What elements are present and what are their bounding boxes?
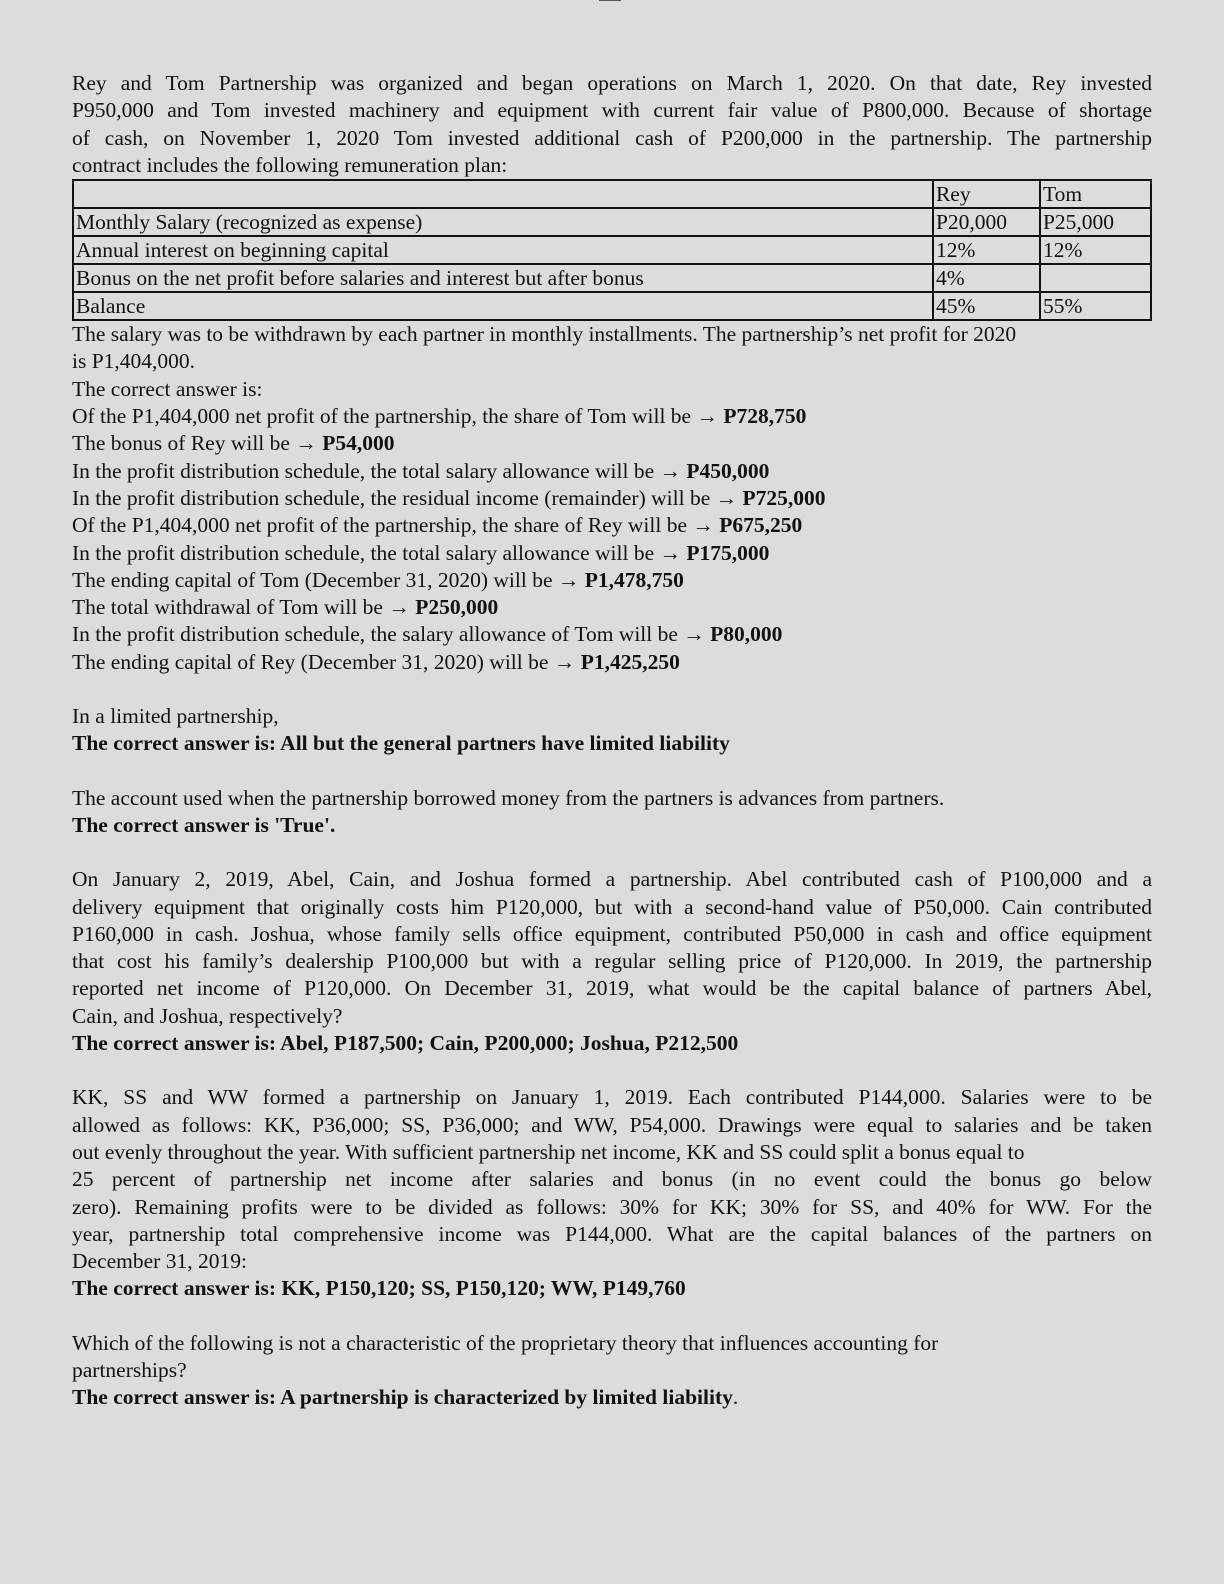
answer-line bbox=[72, 430, 1152, 457]
answer-line bbox=[72, 458, 1152, 485]
table-cell: 4% bbox=[933, 264, 1040, 292]
question-line: reported net income of P120,000. On December 31, 2019, what would be the capital balance of partners Abel, bbox=[72, 976, 1152, 1001]
problem-4 bbox=[72, 866, 1152, 1057]
table-row bbox=[73, 292, 1151, 320]
spacer bbox=[72, 1303, 1152, 1330]
question-line: out evenly throughout the year. With sufficient partnership net income, KK and SS could split a bonus equal to bbox=[72, 1139, 1025, 1164]
answer-line bbox=[72, 649, 1152, 676]
problem-1 bbox=[72, 70, 1152, 676]
document-page bbox=[72, 70, 1152, 1412]
table-cell: Monthly Salary (recognized as expense) bbox=[73, 208, 933, 236]
correct-answer: The correct answer is: Abel, P187,500; Cain, P200,000; Joshua, P212,500 bbox=[72, 1031, 739, 1056]
question-line: delivery equipment that originally costs him P120,000, but with a second-hand value of P50,000. Cain contributed bbox=[72, 894, 1152, 919]
after-line: is P1,404,000. bbox=[72, 349, 196, 374]
correct-answer: The correct answer is: All but the general partners have limited liability bbox=[72, 731, 730, 756]
after-line: The salary was to be withdrawn by each partner in monthly installments. The partnership’s net profit for 2020 bbox=[72, 322, 1017, 347]
correct-answer: The correct answer is: KK, P150,120; SS, P150,120; WW, P149,760 bbox=[72, 1276, 686, 1301]
table-row bbox=[73, 264, 1151, 292]
table-cell: 12% bbox=[933, 236, 1040, 264]
answer-text: The ending capital of Rey (December 31, 2020) will be → bbox=[72, 649, 581, 674]
remuneration-table bbox=[72, 179, 1152, 321]
question-line: On January 2, 2019, Abel, Cain, and Joshua formed a partnership. Abel contributed cash of P100,000 and a bbox=[72, 867, 1152, 892]
answer-text: Of the P1,404,000 net profit of the partnership, the share of Rey will be → bbox=[72, 513, 720, 538]
answer-text: The ending capital of Tom (December 31, 2020) will be → bbox=[72, 567, 585, 592]
table-cell: 55% bbox=[1040, 292, 1151, 320]
question-line: that cost his family’s dealership P100,000 but with a regular selling price of P120,000. In 2019, the partnership bbox=[72, 949, 1152, 974]
answer-text: In the profit distribution schedule, the total salary allowance will be → bbox=[72, 458, 687, 483]
answer-list bbox=[72, 403, 1152, 676]
answer-text: The bonus of Rey will be → bbox=[72, 431, 323, 456]
question-line: allowed as follows: KK, P36,000; SS, P36,000; and WW, P54,000. Drawings were equal to salaries and be taken bbox=[72, 1112, 1152, 1137]
answer-value: P450,000 bbox=[686, 458, 770, 483]
table-cell bbox=[1040, 264, 1151, 292]
answer-text: In the profit distribution schedule, the residual income (remainder) will be → bbox=[72, 485, 743, 510]
question-text: In a limited partnership, bbox=[72, 704, 279, 729]
question-line: KK, SS and WW formed a partnership on January 1, 2019. Each contributed P144,000. Salaries were to be bbox=[72, 1085, 1152, 1110]
question-line: 25 percent of partnership net income after salaries and bonus (in no event could the bonus go below bbox=[72, 1167, 1152, 1192]
answer-line bbox=[72, 403, 1152, 430]
table-header-rey: Rey bbox=[933, 180, 1040, 208]
answer-text: In the profit distribution schedule, the salary allowance of Tom will be → bbox=[72, 622, 711, 647]
top-mark bbox=[599, 0, 621, 1]
answer-value: P54,000 bbox=[322, 431, 395, 456]
answer-text: In the profit distribution schedule, the total salary allowance will be → bbox=[72, 540, 687, 565]
answer-value: P1,425,250 bbox=[580, 649, 680, 674]
intro-line: contract includes the following remuneration plan: bbox=[72, 152, 508, 177]
correct-label: The correct answer is: bbox=[72, 376, 263, 401]
answer-value: P250,000 bbox=[415, 595, 499, 620]
intro-line: of cash, on November 1, 2020 Tom invested additional cash of P200,000 in the partnership. The partnership bbox=[72, 125, 1152, 150]
question-line: zero). Remaining profits were to be divided as follows: 30% for KK; 30% for SS, and 40% for WW. For the bbox=[72, 1194, 1152, 1219]
table-cell: P25,000 bbox=[1040, 208, 1151, 236]
table-cell: Balance bbox=[73, 292, 933, 320]
answer-value: P725,000 bbox=[742, 485, 826, 510]
table-cell bbox=[73, 180, 933, 208]
answer-line bbox=[72, 567, 1152, 594]
question-line: P160,000 in cash. Joshua, whose family sells office equipment, contributed P50,000 in cash and office equipment bbox=[72, 921, 1152, 946]
answer-text: The total withdrawal of Tom will be → bbox=[72, 595, 416, 620]
problem-2 bbox=[72, 703, 1152, 758]
question-text: The account used when the partnership borrowed money from the partners is advances from partners. bbox=[72, 785, 945, 810]
question-line: December 31, 2019: bbox=[72, 1249, 247, 1274]
table-cell: Annual interest on beginning capital bbox=[73, 236, 933, 264]
answer-suffix: . bbox=[732, 1385, 739, 1410]
answer-line bbox=[72, 512, 1152, 539]
intro-line: Rey and Tom Partnership was organized and began operations on March 1, 2020. On that date, Rey invested bbox=[72, 71, 1152, 95]
problem-5 bbox=[72, 1084, 1152, 1302]
spacer bbox=[72, 676, 1152, 703]
table-cell: P20,000 bbox=[933, 208, 1040, 236]
answer-value: P728,750 bbox=[723, 404, 807, 429]
question-line: Cain, and Joshua, respectively? bbox=[72, 1003, 343, 1028]
table-cell: 45% bbox=[933, 292, 1040, 320]
answer-text: Of the P1,404,000 net profit of the partnership, the share of Tom will be → bbox=[72, 404, 724, 429]
table-header-tom: Tom bbox=[1040, 180, 1151, 208]
correct-answer: The correct answer is: A partnership is characterized by limited liability bbox=[72, 1385, 733, 1410]
answer-line bbox=[72, 594, 1152, 621]
answer-value: P175,000 bbox=[686, 540, 770, 565]
table-cell: 12% bbox=[1040, 236, 1151, 264]
table-row bbox=[73, 236, 1151, 264]
correct-answer: The correct answer is 'True'. bbox=[72, 812, 336, 837]
table-cell: Bonus on the net profit before salaries and interest but after bonus bbox=[73, 264, 933, 292]
spacer bbox=[72, 758, 1152, 785]
answer-line bbox=[72, 621, 1152, 648]
answer-line bbox=[72, 540, 1152, 567]
answer-value: P1,478,750 bbox=[584, 567, 684, 592]
intro-line: P950,000 and Tom invested machinery and equipment with current fair value of P800,000. Because of shortage bbox=[72, 98, 1152, 123]
question-line: year, partnership total comprehensive income was P144,000. What are the capital balances of the partners on bbox=[72, 1221, 1152, 1246]
question-line: Which of the following is not a characteristic of the proprietary theory that influences accounting for bbox=[72, 1330, 939, 1355]
table-header-row bbox=[73, 180, 1151, 208]
question-line: partnerships? bbox=[72, 1357, 187, 1382]
correct-answer-line bbox=[72, 1384, 1152, 1411]
answer-value: P675,250 bbox=[719, 513, 803, 538]
problem-6 bbox=[72, 1330, 1152, 1412]
problem-3 bbox=[72, 785, 1152, 840]
spacer bbox=[72, 1057, 1152, 1084]
spacer bbox=[72, 839, 1152, 866]
table-row bbox=[73, 208, 1151, 236]
answer-value: P80,000 bbox=[710, 622, 783, 647]
answer-line bbox=[72, 485, 1152, 512]
